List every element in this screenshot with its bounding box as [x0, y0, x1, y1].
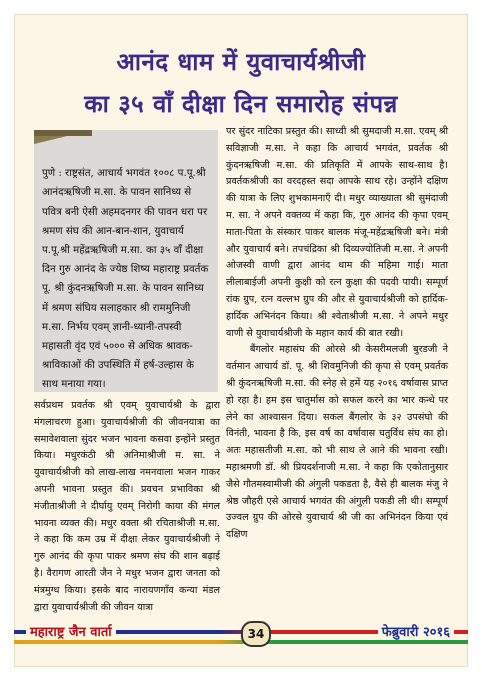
highlight-box [34, 130, 218, 392]
magazine-name: महाराष्ट्र जैन वार्ता [26, 622, 116, 640]
footer-bar-bottom [14, 640, 468, 644]
right-column-paragraph-1: पर सुंदर नाटिका प्रस्तुत की। साध्वी श्री सुमदाजी म.सा. एवम् श्री सविज्ञाजी म.सा. ने कहा कि आचार्य भगवंत, प्रवर्तक श्री कुंदनऋषिजी म.सा. की प्रतिकृति में आपके साथ-साथ है। प्रवर्तकश्रीजी का वरदहस्त सदा आपके साथ रहे। उन्होंने दक्षिण की यात्रा के लिए शुभकामनाएँ दी। मधुर व्याख्याता श्री सुमंदाजी म. सा. ने अपने वक्तव्य में कहा कि, गुरु आनंद की कृपा एवम् माता-पिता के संस्कार पाकर बालक मंजू-महेंद्रऋषिजी बने। मंत्री और युवाचार्य बने। तपचंद्रिका श्री दिव्यज्योतिजी म.सा. ने अपनी ओजस्वी वाणी द्वारा आनंद धाम की महिमा गाई। माता लीलाबाईजी अपनी कुक्षी को रत्न कुक्षा की पदवी पायी। सम्पूर्ण रांक ग्रुप, रत्न वल्लभ ग्रुप की और से युवाचार्यश्रीजी को हार्दिक-हार्दिक अभिनंदन किया। श्री श्वेताश्रीजी म.सा. ने अपने मधुर वाणी से युवाचार्यश्रीजी के महान कार्य की बात रखी। [226, 126, 448, 339]
issue-date: फेब्रुवारी २०१६ [378, 622, 454, 640]
right-column [226, 124, 448, 544]
left-column-text: सर्वप्रथम प्रवर्तक श्री एवम् युवाचार्यश्री के द्वारा मंगलाचरण हुआ। युवाचार्यश्रीजी की जीवनयात्रा का समावेशवाला सुंदर भजन भावना कसवा इन्होंने प्रस्तुत किया। मधुरकंठी श्री अनिमाश्रीजी म. सा. ने युवाचार्यश्रीजी को लाख-लाख नमनवाला भजन गाकर अपनी भावना प्रस्तुत की। प्रवचन प्रभाविका श्री मंजीताश्रीजी ने दीर्घायु एवम् निरोगी काया की मंगल भावना व्यक्त की। मधुर वक्ता श्री रचिताश्रीजी म.सा. ने कहा कि कम उम्र में दीक्षा लेकर युवाचार्यश्रीजी ने गुरु आनंद की कृपा पाकर श्रमण संघ की शान बढ़ाई है। वैरागण आरती जैन ने मधुर भजन द्वारा जनता को मंत्रमुग्ध किया। इसके बाद नारायणगाँव कन्या मंडल द्वारा युवाचार्यश्रीजी की जीवन यात्रा [34, 400, 220, 613]
corner-strip [34, 130, 92, 136]
page-number: 34 [241, 621, 271, 647]
page-footer [14, 620, 468, 656]
headline-line-1: आनंद धाम में युवाचार्यश्रीजी [116, 48, 366, 76]
highlight-text: पुणे : राष्ट्रसंत, आचार्य भगवंत १००८ प.पू.श्री आनंदऋषिजी म.सा. के पावन सानिध्य से पवित्र बनी ऐसी अहमदनगर की पावन धरा पर श्रमण संघ की आन-बान-शान, युवाचार्य प.पू.श्री महेंद्रऋषिजी म.सा. का ३५ वाँ दीक्षा दिन गुरु आनंद के ज्येष्ठ शिष्य महाराष्ट्र प्रवर्तक पू. श्री कुंदनऋषिजी म.सा. के पावन सानिध्य में श्रमण संघिय सलाहकार श्री राममुनिजी म.सा. निर्भय एवम् ज्ञानी-ध्यानी-तपस्वी महासती वृंद एवं ५००० से अधिक श्रावक-श्राविकाओं की उपस्थिति में हर्ष-उल्हास के साथ मनाया गया। [42, 168, 209, 391]
right-column-paragraph-2: बैंगलोर महासंघ की ओरसे श्री केसरीमलजी बुरडजी ने वर्तमान आचार्य डॉ. पू. श्री शिवमुनिजी की कृपा से एवम् प्रवर्तक श्री कुंदनऋषिजी म.सा. की स्नेह से हमें यह २०१६ वर्षावास प्राप्त हो रहा है। हम इस चातुर्मास को सफल करने का भार कन्धे पर लेने का आश्वासन दिया। सकल बैंगलोर के ३२ उपसंघो की विनंती, भावना है कि, इस वर्ष का वर्षावास चतुर्विध संघ का हो। अतः महासतीजी म.सा. को भी साथ ले आने की भावना रखी। महाश्रमणी डॉ. श्री प्रियदर्शनाजी म.सा. ने कहा कि एकोतानुसार जैसे गौतमस्वामीजी की अंगुली पकडता है, वैसे ही बालक मंजु ने श्रेष्ठ जौहरी एसे आचार्य भगवंत की अंगुली पकडी ली थी। सम्पूर्ण उज्वल ग्रुप की ओरसे युवाचार्य श्री जी का अभिनंदन किया एवं दक्षिण [226, 344, 448, 541]
left-column [34, 398, 220, 616]
headline-line-2: का ३५ वाँ दीक्षा दिन समारोह संपन्न [84, 90, 398, 118]
